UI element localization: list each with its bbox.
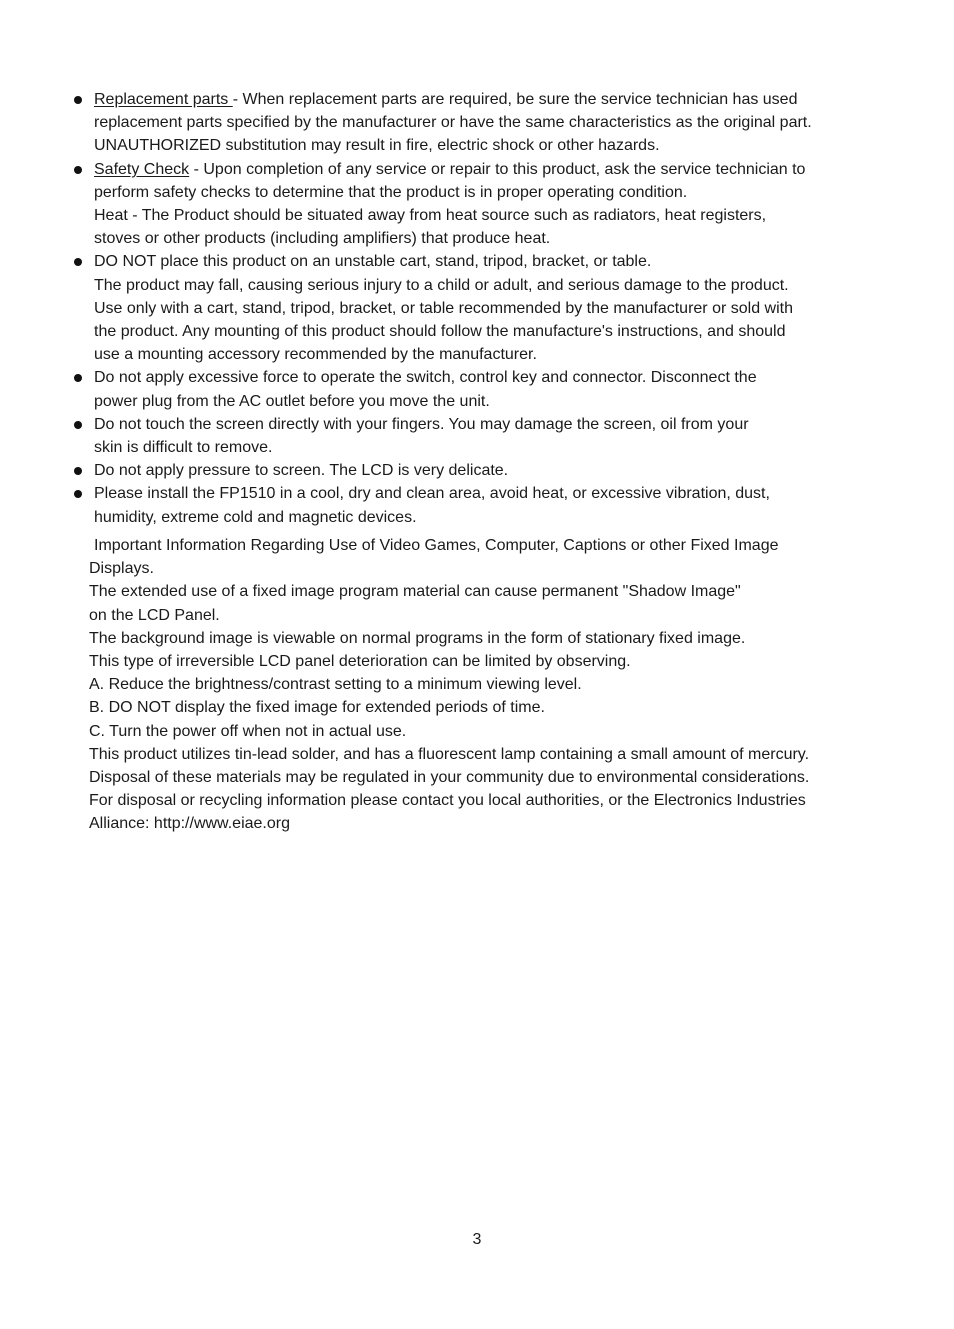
notice-line: The extended use of a fixed image program material can cause permanent "Shadow Image" <box>89 583 741 601</box>
bullet-line: UNAUTHORIZED substitution may result in fire, electric shock or other hazards. <box>94 137 660 155</box>
bullet-line: humidity, extreme cold and magnetic devices. <box>94 508 417 526</box>
bullet-icon <box>74 490 82 498</box>
notice-line: Important Information Regarding Use of Video Games, Computer, Captions or other Fixed Image <box>94 537 779 554</box>
notice-line: Displays. <box>89 560 154 578</box>
bullet-unstable-cart <box>0 250 954 366</box>
bullet-install-location <box>0 482 954 528</box>
bullet-line: Please install the FP1510 in a cool, dry and clean area, avoid heat, or excessive vibration, dust, <box>94 485 770 503</box>
bullet-line: Heat - The Product should be situated away from heat source such as radiators, heat registers, <box>94 207 767 225</box>
bullet-excessive-force <box>0 366 954 412</box>
replacement-parts-heading: Replacement parts <box>94 91 233 108</box>
bullet-line: Do not apply pressure to screen. The LCD is very delicate. <box>94 462 509 480</box>
notice-line: The background image is viewable on normal programs in the form of stationary fixed image. <box>89 629 746 647</box>
bullet-icon <box>74 421 82 429</box>
bullet-line: The product may fall, causing serious injury to a child or adult, and serious damage to the product. <box>94 276 789 294</box>
bullet-safety-check <box>0 158 954 251</box>
fixed-image-notice <box>89 534 909 836</box>
bullet-line: the product. Any mounting of this product should follow the manufacture's instructions, and should <box>94 323 786 341</box>
bullet-icon <box>74 96 82 104</box>
notice-line: This product utilizes tin-lead solder, and has a fluorescent lamp containing a small amount of mercury. <box>89 745 810 763</box>
bullet-icon <box>74 374 82 382</box>
bullet-text: - Upon completion of any service or repair to this product, ask the service technician to <box>189 160 806 178</box>
bullet-line <box>94 158 894 181</box>
notice-line: on the LCD Panel. <box>89 606 220 624</box>
bullet-line: Do not touch the screen directly with your fingers. You may damage the screen, oil from your <box>94 415 749 433</box>
bullet-text: - When replacement parts are required, be sure the service technician has used <box>232 91 798 108</box>
bullet-line: Use only with a cart, stand, tripod, bracket, or table recommended by the manufacturer or sold with <box>94 299 793 317</box>
notice-line: B. DO NOT display the fixed image for extended periods of time. <box>89 699 545 717</box>
page-number: 3 <box>472 1231 482 1248</box>
notice-line: For disposal or recycling information please contact you local authorities, or the Electronics Industries <box>89 792 806 810</box>
notice-line: C. Turn the power off when not in actual use. <box>89 722 407 740</box>
bullet-line: perform safety checks to determine that the product is in proper operating condition. <box>94 183 688 201</box>
safety-check-heading: Safety Check <box>94 160 190 178</box>
bullet-line: use a mounting accessory recommended by the manufacturer. <box>94 346 537 364</box>
notice-line: Alliance: http://www.eiae.org <box>89 815 290 833</box>
bullet-replacement-parts <box>0 88 954 158</box>
bullet-line: DO NOT place this product on an unstable cart, stand, tripod, bracket, or table. <box>94 253 652 271</box>
bullet-icon <box>74 258 82 266</box>
notice-line: A. Reduce the brightness/contrast setting to a minimum viewing level. <box>89 676 582 694</box>
bullet-line <box>94 88 894 111</box>
bullet-line: skin is difficult to remove. <box>94 439 273 457</box>
bullet-line: replacement parts specified by the manufacturer or have the same characteristics as the original part. <box>94 114 812 132</box>
bullet-icon <box>74 467 82 475</box>
bullet-line: Do not apply excessive force to operate the switch, control key and connector. Disconnect the <box>94 369 757 387</box>
safety-bullet-list <box>0 88 954 529</box>
bullet-icon <box>74 166 82 174</box>
bullet-touch-screen <box>0 413 954 459</box>
notice-line: This type of irreversible LCD panel deterioration can be limited by observing. <box>89 653 631 671</box>
notice-line: Disposal of these materials may be regulated in your community due to environmental considerations. <box>89 769 810 787</box>
bullet-line: stoves or other products (including amplifiers) that produce heat. <box>94 230 551 248</box>
bullet-line: power plug from the AC outlet before you move the unit. <box>94 392 490 410</box>
bullet-pressure <box>0 459 954 482</box>
